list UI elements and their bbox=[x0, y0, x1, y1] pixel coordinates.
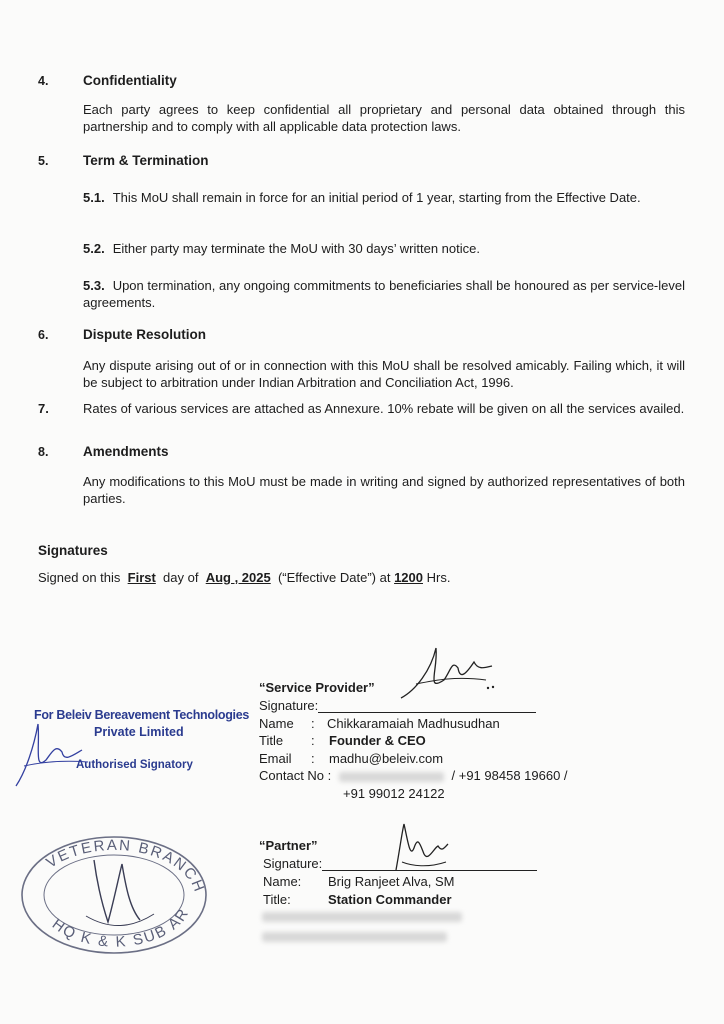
effective-date-text: (“Effective Date”) at bbox=[277, 570, 391, 585]
company-stamp bbox=[12, 696, 252, 788]
section-6-heading: Dispute Resolution bbox=[83, 327, 207, 342]
section-7-body: Rates of various services are attached as Annexure. 10% rebate will be given on all the services availed. bbox=[83, 401, 685, 416]
section-6-number: 6. bbox=[38, 328, 49, 342]
provider-email-colon: : bbox=[311, 751, 315, 766]
provider-name-label: Name bbox=[259, 716, 294, 731]
redacted-phone bbox=[339, 772, 444, 782]
company-stamp-line3: Authorised Signatory bbox=[76, 759, 193, 771]
company-stamp-signature bbox=[12, 716, 92, 796]
section-4-body: Each party agrees to keep confidential all proprietary and personal data obtained through this partnership and to comply with all applicable data protection laws. bbox=[83, 102, 685, 134]
clause-5-3-number: 5.3. bbox=[83, 278, 105, 293]
provider-contact-label: Contact No : bbox=[259, 768, 332, 783]
section-4-heading: Confidentiality bbox=[83, 73, 177, 88]
seal-top-text: VETERAN BRANCH bbox=[43, 836, 209, 896]
clause-5-3-text: Upon termination, any ongoing commitments to beneficiaries shall be honoured as per service-level agreements. bbox=[83, 278, 685, 310]
partner-title: Station Commander bbox=[328, 892, 452, 907]
provider-title: Founder & CEO bbox=[329, 733, 426, 748]
clause-5-1-number: 5.1. bbox=[83, 190, 105, 205]
redacted-line-1 bbox=[262, 912, 462, 922]
provider-name: Chikkaramaiah Madhusudhan bbox=[327, 716, 500, 731]
company-stamp-line2: Private Limited bbox=[94, 725, 184, 739]
section-8-body bbox=[38, 473, 685, 507]
provider-signature-label: Signature: bbox=[259, 698, 319, 713]
signed-day: First bbox=[127, 570, 156, 585]
signatures-heading: Signatures bbox=[38, 543, 108, 558]
seal-bottom-text: HQ K & K SUB AREA bbox=[7, 817, 193, 951]
clause-5-3 bbox=[83, 277, 685, 311]
signed-time: 1200 bbox=[394, 570, 423, 585]
provider-title-row bbox=[259, 733, 426, 748]
partner-name-label: Name: bbox=[263, 874, 302, 889]
partner-heading: “Partner” bbox=[259, 838, 318, 853]
clause-5-2 bbox=[83, 240, 685, 257]
company-stamp-line1: For Beleiv Bereavement Technologies bbox=[34, 708, 250, 722]
provider-title-label: Title bbox=[259, 733, 284, 748]
provider-title-colon: : bbox=[311, 733, 315, 748]
clause-5-1-text: This MoU shall remain in force for an initial period of 1 year, starting from the Effective Date. bbox=[112, 190, 641, 205]
clause-5-2-number: 5.2. bbox=[83, 241, 105, 256]
section-8-number: 8. bbox=[38, 445, 49, 459]
redacted-line-2 bbox=[262, 932, 447, 942]
provider-email-label: Email bbox=[259, 751, 292, 766]
section-5-heading: Term & Termination bbox=[83, 153, 209, 168]
section-6-body: Any dispute arising out of or in connection with this MoU shall be resolved amicably. Failing which, it will be subject to arbitration under Indian Arbitration and Conciliation Act, 1996. bbox=[83, 358, 685, 390]
clause-5-2-text: Either party may terminate the MoU with 30 days’ written notice. bbox=[112, 241, 480, 256]
section-5-number: 5. bbox=[38, 154, 49, 168]
section-8-heading: Amendments bbox=[83, 444, 169, 459]
section-7-number: 7. bbox=[38, 401, 49, 416]
partner-title-label: Title: bbox=[263, 892, 291, 907]
partner-signature-label: Signature: bbox=[263, 856, 323, 871]
provider-contact-row bbox=[259, 768, 568, 783]
partner-title-row bbox=[263, 892, 452, 907]
clause-5-1 bbox=[83, 189, 685, 206]
provider-name-row bbox=[259, 716, 500, 731]
provider-signature-scribble bbox=[396, 640, 516, 710]
partner-redacted-details bbox=[262, 912, 462, 942]
provider-email-row bbox=[259, 751, 443, 766]
signed-month: Aug , 2025 bbox=[205, 570, 271, 585]
signed-prefix: Signed on this bbox=[38, 570, 121, 585]
section-7 bbox=[38, 400, 685, 417]
service-provider-heading: “Service Provider” bbox=[259, 680, 375, 695]
signed-day-of: day of bbox=[163, 570, 199, 585]
signed-hrs: Hrs. bbox=[426, 570, 451, 585]
partner-name: Brig Ranjeet Alva, SM bbox=[328, 874, 455, 889]
section-8-body-text: Any modifications to this MoU must be made in writing and signed by authorized representatives of both parties. bbox=[83, 474, 685, 506]
partner-signature-scribble bbox=[388, 818, 458, 878]
provider-contact-1: / +91 98458 19660 / bbox=[451, 768, 568, 783]
signed-on-line bbox=[38, 570, 450, 585]
official-seal bbox=[7, 817, 214, 970]
provider-email: madhu@beleiv.com bbox=[329, 751, 444, 766]
provider-contact-2: +91 99012 24122 bbox=[343, 786, 445, 801]
section-4-number: 4. bbox=[38, 74, 49, 88]
provider-name-colon: : bbox=[311, 716, 315, 731]
